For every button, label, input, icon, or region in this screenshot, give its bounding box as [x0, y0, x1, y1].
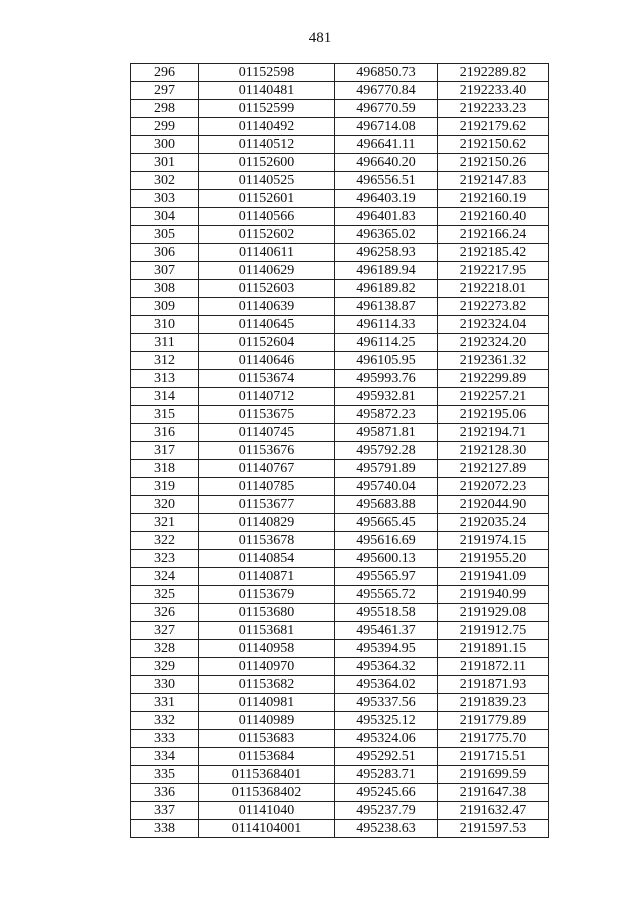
y-coordinate-cell: 2191872.11 [438, 658, 549, 676]
point-id-cell: 01153675 [199, 406, 335, 424]
point-number-cell: 298 [131, 100, 199, 118]
y-coordinate-cell: 2192072.23 [438, 478, 549, 496]
x-coordinate-cell: 496770.84 [335, 82, 438, 100]
x-coordinate-cell: 496640.20 [335, 154, 438, 172]
x-coordinate-cell: 496114.33 [335, 316, 438, 334]
table-row [131, 658, 549, 676]
table-row [131, 568, 549, 586]
point-id-cell: 01140566 [199, 208, 335, 226]
x-coordinate-cell: 496714.08 [335, 118, 438, 136]
point-number-cell: 321 [131, 514, 199, 532]
y-coordinate-cell: 2191715.51 [438, 748, 549, 766]
point-id-cell: 01140981 [199, 694, 335, 712]
point-number-cell: 330 [131, 676, 199, 694]
point-number-cell: 334 [131, 748, 199, 766]
table-row [131, 532, 549, 550]
point-number-cell: 312 [131, 352, 199, 370]
y-coordinate-cell: 2191632.47 [438, 802, 549, 820]
point-id-cell: 01152604 [199, 334, 335, 352]
point-number-cell: 329 [131, 658, 199, 676]
point-number-cell: 327 [131, 622, 199, 640]
point-id-cell: 01140712 [199, 388, 335, 406]
y-coordinate-cell: 2192127.89 [438, 460, 549, 478]
x-coordinate-cell: 496258.93 [335, 244, 438, 262]
x-coordinate-cell: 496114.25 [335, 334, 438, 352]
y-coordinate-cell: 2191941.09 [438, 568, 549, 586]
x-coordinate-cell: 495337.56 [335, 694, 438, 712]
point-id-cell: 01152598 [199, 64, 335, 82]
x-coordinate-cell: 495665.45 [335, 514, 438, 532]
table-row [131, 100, 549, 118]
table-row [131, 802, 549, 820]
y-coordinate-cell: 2191940.99 [438, 586, 549, 604]
table-row [131, 262, 549, 280]
x-coordinate-cell: 496189.82 [335, 280, 438, 298]
x-coordinate-cell: 495237.79 [335, 802, 438, 820]
point-id-cell: 01140785 [199, 478, 335, 496]
point-id-cell: 0115368401 [199, 766, 335, 784]
page-number: 481 [308, 30, 332, 46]
x-coordinate-cell: 495616.69 [335, 532, 438, 550]
point-id-cell: 01140492 [199, 118, 335, 136]
x-coordinate-cell: 496189.94 [335, 262, 438, 280]
x-coordinate-cell: 495565.97 [335, 568, 438, 586]
point-id-cell: 01153678 [199, 532, 335, 550]
table-row [131, 604, 549, 622]
table-row [131, 748, 549, 766]
point-number-cell: 301 [131, 154, 199, 172]
table-row [131, 118, 549, 136]
y-coordinate-cell: 2191775.70 [438, 730, 549, 748]
x-coordinate-cell: 495461.37 [335, 622, 438, 640]
point-id-cell: 01153683 [199, 730, 335, 748]
point-id-cell: 01140512 [199, 136, 335, 154]
point-id-cell: 01140767 [199, 460, 335, 478]
x-coordinate-cell: 496138.87 [335, 298, 438, 316]
y-coordinate-cell: 2192299.89 [438, 370, 549, 388]
table-row [131, 820, 549, 838]
table-row [131, 298, 549, 316]
x-coordinate-cell: 495871.81 [335, 424, 438, 442]
table-row [131, 154, 549, 172]
y-coordinate-cell: 2191974.15 [438, 532, 549, 550]
x-coordinate-cell: 495325.12 [335, 712, 438, 730]
y-coordinate-cell: 2191779.89 [438, 712, 549, 730]
point-number-cell: 324 [131, 568, 199, 586]
point-number-cell: 322 [131, 532, 199, 550]
y-coordinate-cell: 2192324.20 [438, 334, 549, 352]
x-coordinate-cell: 495364.02 [335, 676, 438, 694]
x-coordinate-cell: 495394.95 [335, 640, 438, 658]
point-id-cell: 01140854 [199, 550, 335, 568]
point-id-cell: 01153682 [199, 676, 335, 694]
point-number-cell: 331 [131, 694, 199, 712]
point-number-cell: 296 [131, 64, 199, 82]
x-coordinate-cell: 495600.13 [335, 550, 438, 568]
y-coordinate-cell: 2192361.32 [438, 352, 549, 370]
x-coordinate-cell: 495283.71 [335, 766, 438, 784]
table-row [131, 352, 549, 370]
point-id-cell: 0115368402 [199, 784, 335, 802]
y-coordinate-cell: 2191699.59 [438, 766, 549, 784]
table-row [131, 640, 549, 658]
point-number-cell: 307 [131, 262, 199, 280]
point-number-cell: 335 [131, 766, 199, 784]
table-row [131, 190, 549, 208]
y-coordinate-cell: 2192257.21 [438, 388, 549, 406]
point-number-cell: 332 [131, 712, 199, 730]
table-row [131, 712, 549, 730]
y-coordinate-cell: 2192233.23 [438, 100, 549, 118]
table-row [131, 334, 549, 352]
y-coordinate-cell: 2192233.40 [438, 82, 549, 100]
y-coordinate-cell: 2192289.82 [438, 64, 549, 82]
table-row [131, 730, 549, 748]
point-id-cell: 01153684 [199, 748, 335, 766]
y-coordinate-cell: 2192160.19 [438, 190, 549, 208]
y-coordinate-cell: 2191929.08 [438, 604, 549, 622]
y-coordinate-cell: 2191597.53 [438, 820, 549, 838]
point-id-cell: 01140481 [199, 82, 335, 100]
table-row [131, 406, 549, 424]
table-row [131, 586, 549, 604]
point-number-cell: 326 [131, 604, 199, 622]
point-id-cell: 01141040 [199, 802, 335, 820]
point-number-cell: 309 [131, 298, 199, 316]
point-number-cell: 319 [131, 478, 199, 496]
y-coordinate-cell: 2192217.95 [438, 262, 549, 280]
x-coordinate-cell: 495791.89 [335, 460, 438, 478]
table-row [131, 442, 549, 460]
table-row [131, 136, 549, 154]
point-number-cell: 304 [131, 208, 199, 226]
point-number-cell: 336 [131, 784, 199, 802]
x-coordinate-cell: 495518.58 [335, 604, 438, 622]
y-coordinate-cell: 2192160.40 [438, 208, 549, 226]
y-coordinate-cell: 2192166.24 [438, 226, 549, 244]
point-number-cell: 297 [131, 82, 199, 100]
table-row [131, 766, 549, 784]
table-body [131, 64, 549, 838]
table-row [131, 478, 549, 496]
y-coordinate-cell: 2192194.71 [438, 424, 549, 442]
point-id-cell: 01152599 [199, 100, 335, 118]
point-number-cell: 323 [131, 550, 199, 568]
x-coordinate-cell: 495324.06 [335, 730, 438, 748]
point-number-cell: 299 [131, 118, 199, 136]
point-number-cell: 328 [131, 640, 199, 658]
point-number-cell: 305 [131, 226, 199, 244]
table-row [131, 244, 549, 262]
y-coordinate-cell: 2191871.93 [438, 676, 549, 694]
point-id-cell: 01153680 [199, 604, 335, 622]
table-row [131, 622, 549, 640]
x-coordinate-cell: 495565.72 [335, 586, 438, 604]
point-id-cell: 01152602 [199, 226, 335, 244]
point-id-cell: 01140829 [199, 514, 335, 532]
table-row [131, 388, 549, 406]
table-row [131, 370, 549, 388]
point-number-cell: 310 [131, 316, 199, 334]
x-coordinate-cell: 495872.23 [335, 406, 438, 424]
table-row [131, 82, 549, 100]
point-id-cell: 01140611 [199, 244, 335, 262]
table-row [131, 424, 549, 442]
x-coordinate-cell: 496641.11 [335, 136, 438, 154]
point-id-cell: 01153679 [199, 586, 335, 604]
x-coordinate-cell: 496365.02 [335, 226, 438, 244]
x-coordinate-cell: 495683.88 [335, 496, 438, 514]
table-row [131, 280, 549, 298]
x-coordinate-cell: 495364.32 [335, 658, 438, 676]
point-number-cell: 316 [131, 424, 199, 442]
table-row [131, 226, 549, 244]
y-coordinate-cell: 2192218.01 [438, 280, 549, 298]
y-coordinate-cell: 2192150.62 [438, 136, 549, 154]
point-id-cell: 01140645 [199, 316, 335, 334]
x-coordinate-cell: 495292.51 [335, 748, 438, 766]
coordinates-table [130, 63, 549, 838]
point-number-cell: 308 [131, 280, 199, 298]
table-row [131, 514, 549, 532]
point-id-cell: 01140745 [199, 424, 335, 442]
y-coordinate-cell: 2192185.42 [438, 244, 549, 262]
table-row [131, 694, 549, 712]
y-coordinate-cell: 2191912.75 [438, 622, 549, 640]
point-id-cell: 0114104001 [199, 820, 335, 838]
y-coordinate-cell: 2191647.38 [438, 784, 549, 802]
point-id-cell: 01153674 [199, 370, 335, 388]
point-id-cell: 01140639 [199, 298, 335, 316]
x-coordinate-cell: 495740.04 [335, 478, 438, 496]
y-coordinate-cell: 2192273.82 [438, 298, 549, 316]
point-number-cell: 306 [131, 244, 199, 262]
table-row [131, 784, 549, 802]
y-coordinate-cell: 2191891.15 [438, 640, 549, 658]
x-coordinate-cell: 496105.95 [335, 352, 438, 370]
point-id-cell: 01140871 [199, 568, 335, 586]
point-number-cell: 320 [131, 496, 199, 514]
x-coordinate-cell: 495932.81 [335, 388, 438, 406]
y-coordinate-cell: 2192179.62 [438, 118, 549, 136]
x-coordinate-cell: 495792.28 [335, 442, 438, 460]
y-coordinate-cell: 2192044.90 [438, 496, 549, 514]
point-id-cell: 01140958 [199, 640, 335, 658]
x-coordinate-cell: 495993.76 [335, 370, 438, 388]
point-number-cell: 333 [131, 730, 199, 748]
table-row [131, 208, 549, 226]
table-row [131, 496, 549, 514]
point-id-cell: 01152603 [199, 280, 335, 298]
point-id-cell: 01140989 [199, 712, 335, 730]
y-coordinate-cell: 2192324.04 [438, 316, 549, 334]
table-row [131, 316, 549, 334]
point-id-cell: 01153676 [199, 442, 335, 460]
point-id-cell: 01140525 [199, 172, 335, 190]
y-coordinate-cell: 2191955.20 [438, 550, 549, 568]
point-number-cell: 318 [131, 460, 199, 478]
point-number-cell: 300 [131, 136, 199, 154]
point-number-cell: 314 [131, 388, 199, 406]
table-row [131, 676, 549, 694]
point-id-cell: 01140970 [199, 658, 335, 676]
y-coordinate-cell: 2192195.06 [438, 406, 549, 424]
point-id-cell: 01140646 [199, 352, 335, 370]
point-number-cell: 337 [131, 802, 199, 820]
table-row [131, 460, 549, 478]
point-number-cell: 311 [131, 334, 199, 352]
point-number-cell: 302 [131, 172, 199, 190]
y-coordinate-cell: 2192150.26 [438, 154, 549, 172]
x-coordinate-cell: 496403.19 [335, 190, 438, 208]
x-coordinate-cell: 496770.59 [335, 100, 438, 118]
point-number-cell: 325 [131, 586, 199, 604]
x-coordinate-cell: 496850.73 [335, 64, 438, 82]
point-id-cell: 01153681 [199, 622, 335, 640]
point-number-cell: 303 [131, 190, 199, 208]
point-number-cell: 315 [131, 406, 199, 424]
point-id-cell: 01153677 [199, 496, 335, 514]
table-row [131, 172, 549, 190]
point-number-cell: 313 [131, 370, 199, 388]
y-coordinate-cell: 2192128.30 [438, 442, 549, 460]
point-number-cell: 317 [131, 442, 199, 460]
point-id-cell: 01152601 [199, 190, 335, 208]
y-coordinate-cell: 2191839.23 [438, 694, 549, 712]
x-coordinate-cell: 496401.83 [335, 208, 438, 226]
y-coordinate-cell: 2192035.24 [438, 514, 549, 532]
x-coordinate-cell: 496556.51 [335, 172, 438, 190]
point-id-cell: 01140629 [199, 262, 335, 280]
table-row [131, 64, 549, 82]
table-row [131, 550, 549, 568]
point-id-cell: 01152600 [199, 154, 335, 172]
point-number-cell: 338 [131, 820, 199, 838]
x-coordinate-cell: 495245.66 [335, 784, 438, 802]
y-coordinate-cell: 2192147.83 [438, 172, 549, 190]
x-coordinate-cell: 495238.63 [335, 820, 438, 838]
